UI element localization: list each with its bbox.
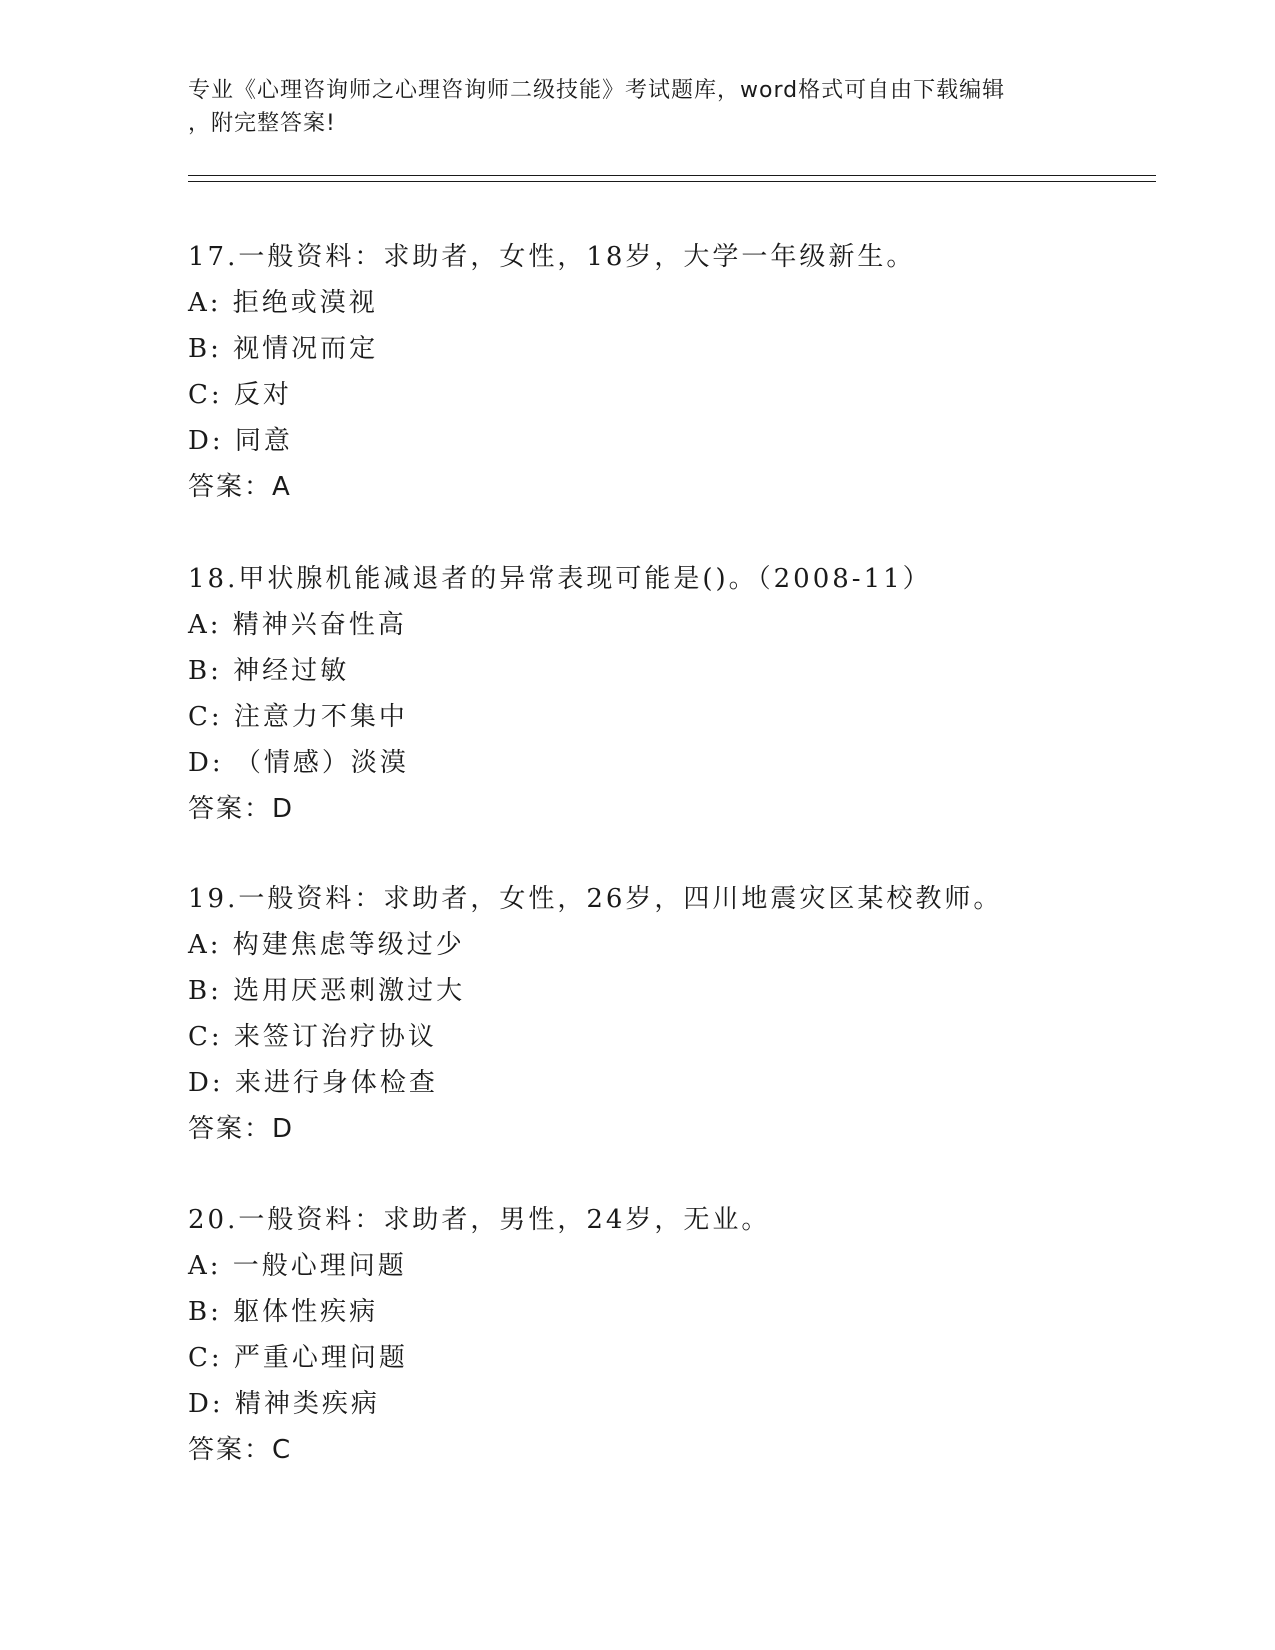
option-c: C: 反对 [188, 380, 292, 410]
question-stem: 17.一般资料：求助者，女性，18岁，大学一年级新生。 [188, 242, 916, 272]
question-stem: 20.一般资料：求助者，男性，24岁，无业。 [188, 1205, 771, 1235]
header-divider-top [188, 175, 1156, 176]
document-header [188, 74, 1088, 140]
question-stem: 19.一般资料：求助者，女性，26岁，四川地震灾区某校教师。 [188, 884, 1003, 914]
question-stem: 18.甲状腺机能减退者的异常表现可能是()。（2008-11） [188, 564, 932, 594]
option-a: A: 一般心理问题 [188, 1251, 407, 1281]
question-17 [188, 234, 1168, 510]
question-18 [188, 556, 1168, 832]
option-b: B: 选用厌恶刺激过大 [188, 976, 466, 1006]
option-c: C: 来签订治疗协议 [188, 1022, 437, 1052]
option-b: B: 神经过敏 [188, 656, 350, 686]
answer: 答案：C [188, 1435, 293, 1465]
option-c: C: 严重心理问题 [188, 1343, 408, 1373]
option-a: A: 构建焦虑等级过少 [188, 930, 465, 960]
option-d: D: 精神类疾病 [188, 1389, 380, 1419]
header-divider-bottom [188, 181, 1156, 182]
answer: 答案：D [188, 794, 295, 824]
option-b: B: 躯体性疾病 [188, 1297, 379, 1327]
header-line-1: 专业《心理咨询师之心理咨询师二级技能》考试题库，word格式可自由下载编辑 [188, 78, 1006, 103]
header-line-2: ，附完整答案! [188, 111, 336, 136]
question-20 [188, 1197, 1168, 1473]
option-a: A: 精神兴奋性高 [188, 610, 407, 640]
option-d: D: 来进行身体检查 [188, 1068, 438, 1098]
option-c: C: 注意力不集中 [188, 702, 408, 732]
question-19 [188, 876, 1168, 1152]
answer: 答案：A [188, 472, 292, 502]
option-a: A: 拒绝或漠视 [188, 288, 378, 318]
answer: 答案：D [188, 1114, 295, 1144]
option-d: D: 同意 [188, 426, 293, 456]
option-b: B: 视情况而定 [188, 334, 379, 364]
option-d: D: （情感）淡漠 [188, 748, 409, 778]
